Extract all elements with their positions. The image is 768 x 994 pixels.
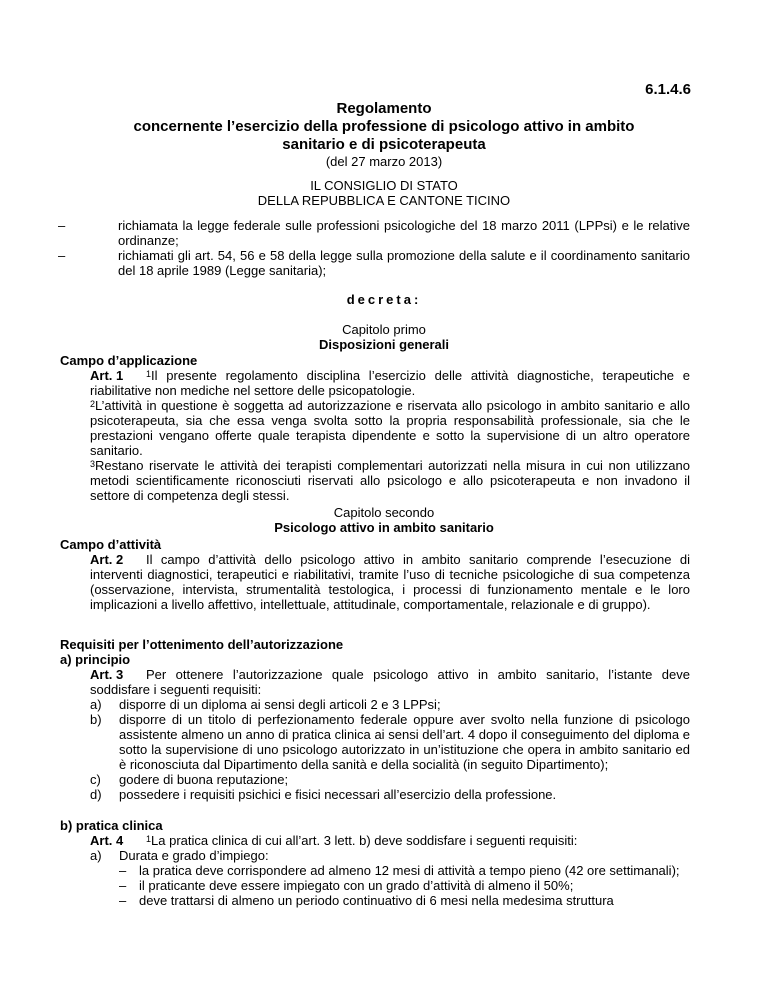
- list-marker: a): [90, 848, 102, 863]
- recital-item: [58, 218, 690, 248]
- article-label: Art. 2: [90, 552, 124, 567]
- article-label: Art. 4: [90, 833, 124, 848]
- chapter-2-header: [60, 505, 708, 535]
- article-heading: Requisiti per l’ottenimento dell’autorizzazione: [60, 637, 344, 652]
- list-marker: c): [90, 772, 101, 787]
- paragraph-text: Il presente regolamento disciplina l’esercizio delle attività diagnostiche, terapeutiche e riabilitative non mediche nel settore delle psicopatologie.: [90, 368, 690, 398]
- chapter-number: Capitolo secondo: [333, 505, 435, 520]
- recital-dash: –: [58, 248, 66, 263]
- chapter-title: Psicologo attivo in ambito sanitario: [274, 520, 494, 535]
- article-paragraph: [90, 368, 690, 398]
- sub-list-item: [90, 893, 690, 908]
- chapter-number: Capitolo primo: [342, 322, 426, 337]
- recital-item: [58, 248, 690, 278]
- list-item: [90, 787, 690, 802]
- paragraph-number: 3: [90, 459, 96, 469]
- paragraph-number: 1: [146, 834, 152, 844]
- article-heading: Campo d’applicazione: [60, 353, 198, 368]
- article-1: [60, 353, 690, 503]
- chapter-title: Disposizioni generali: [318, 337, 450, 352]
- article-2: [60, 537, 690, 612]
- list-text: disporre di un diploma ai sensi degli articoli 2 e 3 LPPsi;: [119, 697, 441, 712]
- sub-list-text: la pratica deve corrispondere ad almeno 12 mesi di attività a tempo pieno (42 ore settimanali);: [139, 863, 680, 878]
- sub-list-item: [90, 878, 690, 893]
- document-code: 6.1.4.6: [645, 81, 691, 98]
- sub-list-text: deve trattarsi di almeno un periodo continuativo di 6 mesi nella medesima struttura: [139, 893, 614, 908]
- paragraph-number: 2: [90, 399, 96, 409]
- list-item: [90, 712, 690, 772]
- article-subheading: a) principio: [60, 652, 131, 667]
- recitals-list: [58, 218, 690, 278]
- chapter-1-header: [60, 322, 708, 352]
- sub-list-text: il praticante deve essere impiegato con un grado d’attività di almeno il 50%;: [139, 878, 574, 893]
- decree-word: decreta:: [346, 292, 422, 307]
- paragraph-number: 1: [146, 369, 152, 379]
- recital-text: richiamata la legge federale sulle professioni psicologiche del 18 marzo 2011 (LPPsi) e le relative ordinanze;: [118, 218, 690, 248]
- article-label: Art. 1: [90, 368, 124, 383]
- article-paragraph: [90, 398, 690, 458]
- title-line-1: Regolamento: [336, 100, 432, 117]
- article-paragraph: [90, 667, 690, 697]
- article-paragraph: [90, 458, 690, 503]
- sub-list-dash: –: [119, 878, 127, 893]
- article-subheading: b) pratica clinica: [60, 818, 163, 833]
- article-3: [60, 637, 690, 802]
- authority-line-1: IL CONSIGLIO DI STATO: [310, 178, 458, 193]
- paragraph-text: Il campo d’attività dello psicologo attivo in ambito sanitario comprende l’esecuzione di interventi diagnostici, terapeutici e riabilitativi, tramite l’uso di tecniche psicologiche di sua competenza (osservazione, intervista, strumentalità testologica, i processi di funzionamento mentale e le loro implicazioni a livello affettivo, intellettuale, attitudinale, comportamentale, relazionale e di gruppo).: [90, 552, 690, 612]
- paragraph-text: Per ottenere l’autorizzazione quale psicologo attivo in ambito sanitario, l’istante deve soddisfare i seguenti requisiti:: [90, 667, 690, 697]
- recital-dash: –: [58, 218, 66, 233]
- document-date: (del 27 marzo 2013): [325, 154, 443, 169]
- article-paragraph: [90, 833, 690, 848]
- article-heading: Campo d’attività: [60, 537, 162, 552]
- article-paragraph: [90, 552, 690, 612]
- list-text: disporre di un titolo di perfezionamento federale oppure aver svolto nella funzione di psicologo assistente almeno un anno di pratica clinica ai sensi dell’art. 4 dopo il conseguimento del diploma e sotto la supervisione di uno psicologo autorizzato in un’istituzione che opera in ambito sanitario ed è riconosciuta dal Dipartimento della sanità e della socialità (in seguito Dipartimento);: [119, 712, 690, 772]
- list-item: [90, 848, 690, 863]
- recital-text: richiamati gli art. 54, 56 e 58 della legge sulla promozione della salute e il coordinamento sanitario del 18 aprile 1989 (Legge sanitaria);: [118, 248, 690, 278]
- paragraph-text: L’attività in questione è soggetta ad autorizzazione e riservata allo psicologo in ambito sanitario e allo psicoterapeuta, sia che essa venga svolta sotto la propria responsabilità professionale, sia che le prestazioni vengano offerte quale terapista dipendente e sotto la supervisione di un altro operatore sanitario.: [90, 398, 690, 458]
- title-line-2: concernente l’esercizio della professione di psicologo attivo in ambito: [133, 118, 635, 135]
- list-text: possedere i requisiti psichici e fisici necessari all’esercizio della professione.: [119, 787, 557, 802]
- document-title: [60, 100, 708, 154]
- list-text: godere di buona reputazione;: [119, 772, 289, 787]
- sub-list-dash: –: [119, 893, 127, 908]
- list-marker: b): [90, 712, 102, 727]
- article-4: [60, 818, 690, 908]
- authority-line-2: DELLA REPUBBLICA E CANTONE TICINO: [257, 193, 511, 208]
- list-item: [90, 697, 690, 712]
- title-line-3: sanitario e di psicoterapeuta: [282, 136, 486, 153]
- sub-list-dash: –: [119, 863, 127, 878]
- list-marker: d): [90, 787, 102, 802]
- paragraph-text: La pratica clinica di cui all’art. 3 lett. b) deve soddisfare i seguenti requisiti:: [151, 833, 578, 848]
- list-item: [90, 772, 690, 787]
- list-marker: a): [90, 697, 102, 712]
- list-text: Durata e grado d’impiego:: [119, 848, 269, 863]
- issuing-authority: [60, 178, 708, 208]
- article-label: Art. 3: [90, 667, 124, 682]
- paragraph-text: Restano riservate le attività dei terapisti complementari autorizzati nella misura in cui non utilizzano metodi scientificamente riconosciuti riservati allo psicologo e allo psicoterapeuta e non invadono il settore di competenza degli stessi.: [90, 458, 690, 503]
- sub-list-item: [90, 863, 690, 878]
